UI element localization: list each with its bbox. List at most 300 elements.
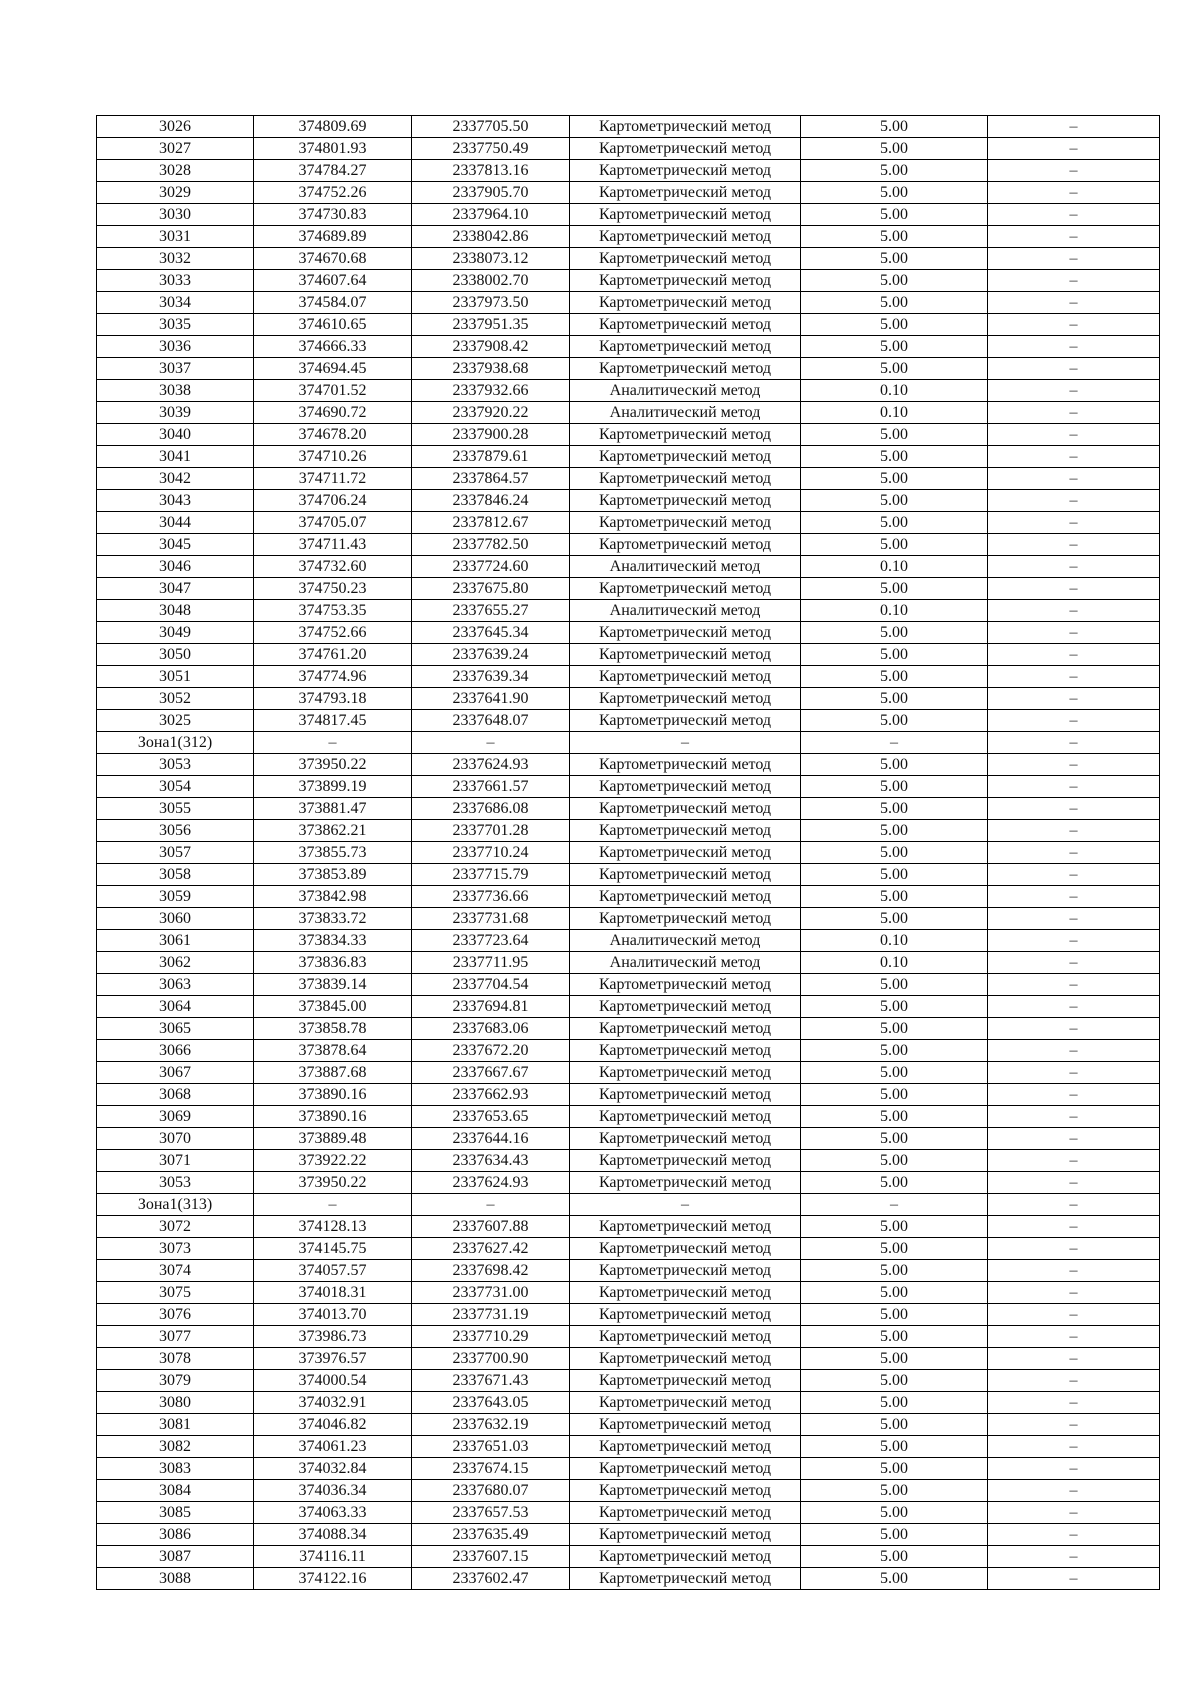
y-coordinate-cell: 2337674.15 <box>412 1458 570 1480</box>
description-cell: – <box>988 424 1160 446</box>
accuracy-cell: 5.00 <box>801 1040 988 1062</box>
table-row <box>97 952 1160 974</box>
y-coordinate-cell: 2337653.65 <box>412 1106 570 1128</box>
y-coordinate-cell: 2337724.60 <box>412 556 570 578</box>
table-row <box>97 358 1160 380</box>
x-coordinate-cell: 374817.45 <box>254 710 412 732</box>
point-number-cell: 3054 <box>97 776 254 798</box>
description-cell: – <box>988 556 1160 578</box>
description-cell: – <box>988 182 1160 204</box>
y-coordinate-cell: – <box>412 732 570 754</box>
table-row <box>97 996 1160 1018</box>
accuracy-cell: 5.00 <box>801 1502 988 1524</box>
table-row <box>97 1326 1160 1348</box>
point-number-cell: 3068 <box>97 1084 254 1106</box>
table-row <box>97 336 1160 358</box>
y-coordinate-cell: 2337644.16 <box>412 1128 570 1150</box>
table-row <box>97 1546 1160 1568</box>
description-cell: – <box>988 754 1160 776</box>
point-number-cell: 3075 <box>97 1282 254 1304</box>
method-cell: Картометрический метод <box>570 644 801 666</box>
y-coordinate-cell: 2337813.16 <box>412 160 570 182</box>
x-coordinate-cell: 374032.91 <box>254 1392 412 1414</box>
x-coordinate-cell: 374145.75 <box>254 1238 412 1260</box>
table-row <box>97 1062 1160 1084</box>
table-row <box>97 798 1160 820</box>
accuracy-cell: 5.00 <box>801 622 988 644</box>
description-cell: – <box>988 468 1160 490</box>
description-cell: – <box>988 1216 1160 1238</box>
y-coordinate-cell: 2337680.07 <box>412 1480 570 1502</box>
method-cell: Картометрический метод <box>570 1414 801 1436</box>
method-cell: Картометрический метод <box>570 1084 801 1106</box>
description-cell: – <box>988 1040 1160 1062</box>
point-number-cell: 3070 <box>97 1128 254 1150</box>
method-cell: Картометрический метод <box>570 886 801 908</box>
x-coordinate-cell: 373878.64 <box>254 1040 412 1062</box>
y-coordinate-cell: 2337711.95 <box>412 952 570 974</box>
description-cell: – <box>988 138 1160 160</box>
accuracy-cell: 5.00 <box>801 1238 988 1260</box>
accuracy-cell: 5.00 <box>801 1458 988 1480</box>
x-coordinate-cell: 374752.26 <box>254 182 412 204</box>
method-cell: Аналитический метод <box>570 380 801 402</box>
y-coordinate-cell: 2337698.42 <box>412 1260 570 1282</box>
description-cell: – <box>988 842 1160 864</box>
y-coordinate-cell: 2337731.19 <box>412 1304 570 1326</box>
x-coordinate-cell: 374793.18 <box>254 688 412 710</box>
description-cell: – <box>988 1480 1160 1502</box>
accuracy-cell: 5.00 <box>801 512 988 534</box>
accuracy-cell: 5.00 <box>801 908 988 930</box>
point-number-cell: 3056 <box>97 820 254 842</box>
method-cell: – <box>570 1194 801 1216</box>
point-number-cell: 3049 <box>97 622 254 644</box>
accuracy-cell: 5.00 <box>801 446 988 468</box>
accuracy-cell: 0.10 <box>801 930 988 952</box>
table-row <box>97 292 1160 314</box>
y-coordinate-cell: 2337705.50 <box>412 116 570 138</box>
y-coordinate-cell: 2337602.47 <box>412 1568 570 1590</box>
description-cell: – <box>988 776 1160 798</box>
description-cell: – <box>988 446 1160 468</box>
accuracy-cell: 0.10 <box>801 402 988 424</box>
method-cell: Картометрический метод <box>570 1040 801 1062</box>
x-coordinate-cell: 374036.34 <box>254 1480 412 1502</box>
x-coordinate-cell: 373889.48 <box>254 1128 412 1150</box>
table-row <box>97 1260 1160 1282</box>
description-cell: – <box>988 1392 1160 1414</box>
y-coordinate-cell: 2337920.22 <box>412 402 570 424</box>
point-number-cell: 3083 <box>97 1458 254 1480</box>
accuracy-cell: 5.00 <box>801 776 988 798</box>
point-number-cell: 3065 <box>97 1018 254 1040</box>
description-cell: – <box>988 666 1160 688</box>
accuracy-cell: 5.00 <box>801 1414 988 1436</box>
method-cell: Аналитический метод <box>570 402 801 424</box>
y-coordinate-cell: 2337932.66 <box>412 380 570 402</box>
y-coordinate-cell: 2337648.07 <box>412 710 570 732</box>
point-number-cell: 3077 <box>97 1326 254 1348</box>
method-cell: Картометрический метод <box>570 204 801 226</box>
x-coordinate-cell: 374761.20 <box>254 644 412 666</box>
x-coordinate-cell: 374752.66 <box>254 622 412 644</box>
x-coordinate-cell: 373855.73 <box>254 842 412 864</box>
table-row <box>97 1436 1160 1458</box>
accuracy-cell: 0.10 <box>801 380 988 402</box>
point-number-cell: 3064 <box>97 996 254 1018</box>
description-cell: – <box>988 160 1160 182</box>
table-row <box>97 1172 1160 1194</box>
point-number-cell: 3045 <box>97 534 254 556</box>
y-coordinate-cell: 2337879.61 <box>412 446 570 468</box>
accuracy-cell: 5.00 <box>801 1370 988 1392</box>
point-number-cell: 3025 <box>97 710 254 732</box>
accuracy-cell: 5.00 <box>801 182 988 204</box>
point-number-cell: 3081 <box>97 1414 254 1436</box>
point-number-cell: 3037 <box>97 358 254 380</box>
accuracy-cell: 5.00 <box>801 820 988 842</box>
x-coordinate-cell: 374013.70 <box>254 1304 412 1326</box>
y-coordinate-cell: 2337701.28 <box>412 820 570 842</box>
accuracy-cell: 5.00 <box>801 292 988 314</box>
description-cell: – <box>988 1436 1160 1458</box>
x-coordinate-cell: 374670.68 <box>254 248 412 270</box>
y-coordinate-cell: 2337607.15 <box>412 1546 570 1568</box>
x-coordinate-cell: 373853.89 <box>254 864 412 886</box>
x-coordinate-cell: 374116.11 <box>254 1546 412 1568</box>
table-row <box>97 1282 1160 1304</box>
point-number-cell: 3071 <box>97 1150 254 1172</box>
point-number-cell: 3055 <box>97 798 254 820</box>
x-coordinate-cell: 374088.34 <box>254 1524 412 1546</box>
x-coordinate-cell: 374128.13 <box>254 1216 412 1238</box>
x-coordinate-cell: 374689.89 <box>254 226 412 248</box>
table-row <box>97 160 1160 182</box>
accuracy-cell: 5.00 <box>801 864 988 886</box>
table-row <box>97 1480 1160 1502</box>
description-cell: – <box>988 974 1160 996</box>
method-cell: Картометрический метод <box>570 182 801 204</box>
table-row <box>97 1348 1160 1370</box>
point-number-cell: 3088 <box>97 1568 254 1590</box>
accuracy-cell: – <box>801 1194 988 1216</box>
point-number-cell: 3062 <box>97 952 254 974</box>
accuracy-cell: 5.00 <box>801 1568 988 1590</box>
point-number-cell: 3034 <box>97 292 254 314</box>
x-coordinate-cell: 373858.78 <box>254 1018 412 1040</box>
table-row <box>97 1524 1160 1546</box>
point-number-cell: 3028 <box>97 160 254 182</box>
description-cell: – <box>988 1062 1160 1084</box>
method-cell: Картометрический метод <box>570 1392 801 1414</box>
accuracy-cell: 5.00 <box>801 666 988 688</box>
description-cell: – <box>988 1326 1160 1348</box>
x-coordinate-cell: – <box>254 732 412 754</box>
table-row <box>97 1458 1160 1480</box>
x-coordinate-cell: 373842.98 <box>254 886 412 908</box>
y-coordinate-cell: 2337643.05 <box>412 1392 570 1414</box>
point-number-cell: 3027 <box>97 138 254 160</box>
method-cell: Аналитический метод <box>570 952 801 974</box>
accuracy-cell: 5.00 <box>801 534 988 556</box>
point-number-cell: 3059 <box>97 886 254 908</box>
x-coordinate-cell: 374750.23 <box>254 578 412 600</box>
table-row <box>97 1106 1160 1128</box>
table-row <box>97 204 1160 226</box>
method-cell: Картометрический метод <box>570 226 801 248</box>
method-cell: Картометрический метод <box>570 1150 801 1172</box>
accuracy-cell: 5.00 <box>801 842 988 864</box>
x-coordinate-cell: 374705.07 <box>254 512 412 534</box>
method-cell: Картометрический метод <box>570 710 801 732</box>
accuracy-cell: 0.10 <box>801 556 988 578</box>
point-number-cell: 3026 <box>97 116 254 138</box>
point-number-cell: 3032 <box>97 248 254 270</box>
table-row <box>97 1568 1160 1590</box>
method-cell: Картометрический метод <box>570 116 801 138</box>
point-number-cell: 3066 <box>97 1040 254 1062</box>
x-coordinate-cell: 373862.21 <box>254 820 412 842</box>
description-cell: – <box>988 402 1160 424</box>
description-cell: – <box>988 1194 1160 1216</box>
description-cell: – <box>988 1568 1160 1590</box>
y-coordinate-cell: 2338002.70 <box>412 270 570 292</box>
zone-header-row <box>97 732 1160 754</box>
description-cell: – <box>988 1128 1160 1150</box>
method-cell: – <box>570 732 801 754</box>
accuracy-cell: 5.00 <box>801 1524 988 1546</box>
table-row <box>97 1304 1160 1326</box>
x-coordinate-cell: 373899.19 <box>254 776 412 798</box>
accuracy-cell: 5.00 <box>801 644 988 666</box>
table-row <box>97 314 1160 336</box>
point-number-cell: 3031 <box>97 226 254 248</box>
method-cell: Картометрический метод <box>570 820 801 842</box>
table-row <box>97 1502 1160 1524</box>
table-row <box>97 1216 1160 1238</box>
y-coordinate-cell: 2337662.93 <box>412 1084 570 1106</box>
x-coordinate-cell: 373976.57 <box>254 1348 412 1370</box>
table-row <box>97 710 1160 732</box>
accuracy-cell: 5.00 <box>801 1546 988 1568</box>
method-cell: Картометрический метод <box>570 270 801 292</box>
point-number-cell: 3053 <box>97 1172 254 1194</box>
y-coordinate-cell: 2337635.49 <box>412 1524 570 1546</box>
description-cell: – <box>988 820 1160 842</box>
x-coordinate-cell: 373834.33 <box>254 930 412 952</box>
method-cell: Картометрический метод <box>570 358 801 380</box>
description-cell: – <box>988 688 1160 710</box>
table-row <box>97 886 1160 908</box>
x-coordinate-cell: 374122.16 <box>254 1568 412 1590</box>
y-coordinate-cell: 2337639.34 <box>412 666 570 688</box>
accuracy-cell: 5.00 <box>801 336 988 358</box>
table-row <box>97 930 1160 952</box>
description-cell: – <box>988 248 1160 270</box>
description-cell: – <box>988 1458 1160 1480</box>
point-number-cell: 3057 <box>97 842 254 864</box>
point-number-cell: 3073 <box>97 1238 254 1260</box>
point-number-cell: Зона1(313) <box>97 1194 254 1216</box>
y-coordinate-cell: 2337624.93 <box>412 754 570 776</box>
x-coordinate-cell: 373836.83 <box>254 952 412 974</box>
description-cell: – <box>988 1304 1160 1326</box>
accuracy-cell: 5.00 <box>801 138 988 160</box>
point-number-cell: 3042 <box>97 468 254 490</box>
point-number-cell: 3060 <box>97 908 254 930</box>
x-coordinate-cell: 373950.22 <box>254 1172 412 1194</box>
accuracy-cell: 5.00 <box>801 1106 988 1128</box>
method-cell: Картометрический метод <box>570 1502 801 1524</box>
table-row <box>97 600 1160 622</box>
y-coordinate-cell: 2337750.49 <box>412 138 570 160</box>
x-coordinate-cell: 374584.07 <box>254 292 412 314</box>
y-coordinate-cell: 2337607.88 <box>412 1216 570 1238</box>
method-cell: Картометрический метод <box>570 1304 801 1326</box>
table-row <box>97 182 1160 204</box>
description-cell: – <box>988 1084 1160 1106</box>
accuracy-cell: 5.00 <box>801 314 988 336</box>
accuracy-cell: 5.00 <box>801 1282 988 1304</box>
accuracy-cell: 5.00 <box>801 886 988 908</box>
y-coordinate-cell: 2337973.50 <box>412 292 570 314</box>
x-coordinate-cell: – <box>254 1194 412 1216</box>
x-coordinate-cell: 374607.64 <box>254 270 412 292</box>
y-coordinate-cell: 2337731.68 <box>412 908 570 930</box>
description-cell: – <box>988 732 1160 754</box>
method-cell: Картометрический метод <box>570 248 801 270</box>
accuracy-cell: 5.00 <box>801 116 988 138</box>
table-row <box>97 1392 1160 1414</box>
method-cell: Картометрический метод <box>570 776 801 798</box>
y-coordinate-cell: 2337657.53 <box>412 1502 570 1524</box>
x-coordinate-cell: 374690.72 <box>254 402 412 424</box>
y-coordinate-cell: 2337700.90 <box>412 1348 570 1370</box>
y-coordinate-cell: 2337864.57 <box>412 468 570 490</box>
x-coordinate-cell: 374774.96 <box>254 666 412 688</box>
accuracy-cell: 5.00 <box>801 710 988 732</box>
method-cell: Картометрический метод <box>570 996 801 1018</box>
point-number-cell: 3039 <box>97 402 254 424</box>
method-cell: Картометрический метод <box>570 864 801 886</box>
description-cell: – <box>988 644 1160 666</box>
point-number-cell: 3087 <box>97 1546 254 1568</box>
description-cell: – <box>988 864 1160 886</box>
point-number-cell: 3030 <box>97 204 254 226</box>
method-cell: Картометрический метод <box>570 1370 801 1392</box>
description-cell: – <box>988 380 1160 402</box>
point-number-cell: 3043 <box>97 490 254 512</box>
description-cell: – <box>988 116 1160 138</box>
y-coordinate-cell: 2337736.66 <box>412 886 570 908</box>
x-coordinate-cell: 374753.35 <box>254 600 412 622</box>
accuracy-cell: 5.00 <box>801 1348 988 1370</box>
x-coordinate-cell: 374666.33 <box>254 336 412 358</box>
zone-header-row <box>97 1194 1160 1216</box>
x-coordinate-cell: 374610.65 <box>254 314 412 336</box>
y-coordinate-cell: 2337731.00 <box>412 1282 570 1304</box>
y-coordinate-cell: 2337639.24 <box>412 644 570 666</box>
point-number-cell: 3085 <box>97 1502 254 1524</box>
point-number-cell: 3080 <box>97 1392 254 1414</box>
description-cell: – <box>988 534 1160 556</box>
accuracy-cell: 5.00 <box>801 1172 988 1194</box>
method-cell: Аналитический метод <box>570 930 801 952</box>
table-row <box>97 138 1160 160</box>
description-cell: – <box>988 578 1160 600</box>
description-cell: – <box>988 600 1160 622</box>
point-number-cell: 3061 <box>97 930 254 952</box>
description-cell: – <box>988 512 1160 534</box>
y-coordinate-cell: 2337634.43 <box>412 1150 570 1172</box>
table-row <box>97 116 1160 138</box>
method-cell: Картометрический метод <box>570 1128 801 1150</box>
x-coordinate-cell: 374809.69 <box>254 116 412 138</box>
accuracy-cell: 5.00 <box>801 1018 988 1040</box>
accuracy-cell: 5.00 <box>801 1084 988 1106</box>
point-number-cell: 3058 <box>97 864 254 886</box>
y-coordinate-cell: 2337624.93 <box>412 1172 570 1194</box>
y-coordinate-cell: 2337723.64 <box>412 930 570 952</box>
method-cell: Картометрический метод <box>570 754 801 776</box>
method-cell: Картометрический метод <box>570 1172 801 1194</box>
y-coordinate-cell: 2337964.10 <box>412 204 570 226</box>
method-cell: Картометрический метод <box>570 1568 801 1590</box>
point-number-cell: 3069 <box>97 1106 254 1128</box>
method-cell: Картометрический метод <box>570 490 801 512</box>
table-row <box>97 248 1160 270</box>
x-coordinate-cell: 373986.73 <box>254 1326 412 1348</box>
table-row <box>97 424 1160 446</box>
accuracy-cell: 5.00 <box>801 1062 988 1084</box>
y-coordinate-cell: 2337782.50 <box>412 534 570 556</box>
x-coordinate-cell: 374711.72 <box>254 468 412 490</box>
description-cell: – <box>988 292 1160 314</box>
description-cell: – <box>988 490 1160 512</box>
table-row <box>97 512 1160 534</box>
accuracy-cell: 5.00 <box>801 358 988 380</box>
x-coordinate-cell: 374063.33 <box>254 1502 412 1524</box>
description-cell: – <box>988 1546 1160 1568</box>
table-row <box>97 1084 1160 1106</box>
table-row <box>97 1150 1160 1172</box>
description-cell: – <box>988 908 1160 930</box>
x-coordinate-cell: 373887.68 <box>254 1062 412 1084</box>
accuracy-cell: 5.00 <box>801 996 988 1018</box>
description-cell: – <box>988 1414 1160 1436</box>
table-row <box>97 864 1160 886</box>
table-row <box>97 380 1160 402</box>
accuracy-cell: 5.00 <box>801 1392 988 1414</box>
method-cell: Картометрический метод <box>570 424 801 446</box>
description-cell: – <box>988 1172 1160 1194</box>
y-coordinate-cell: 2337667.67 <box>412 1062 570 1084</box>
table-row <box>97 1414 1160 1436</box>
y-coordinate-cell: – <box>412 1194 570 1216</box>
y-coordinate-cell: 2337683.06 <box>412 1018 570 1040</box>
accuracy-cell: 0.10 <box>801 600 988 622</box>
x-coordinate-cell: 374061.23 <box>254 1436 412 1458</box>
description-cell: – <box>988 1502 1160 1524</box>
point-number-cell: 3084 <box>97 1480 254 1502</box>
table-row <box>97 666 1160 688</box>
method-cell: Картометрический метод <box>570 314 801 336</box>
table-row <box>97 644 1160 666</box>
point-number-cell: 3050 <box>97 644 254 666</box>
description-cell: – <box>988 952 1160 974</box>
description-cell: – <box>988 1106 1160 1128</box>
